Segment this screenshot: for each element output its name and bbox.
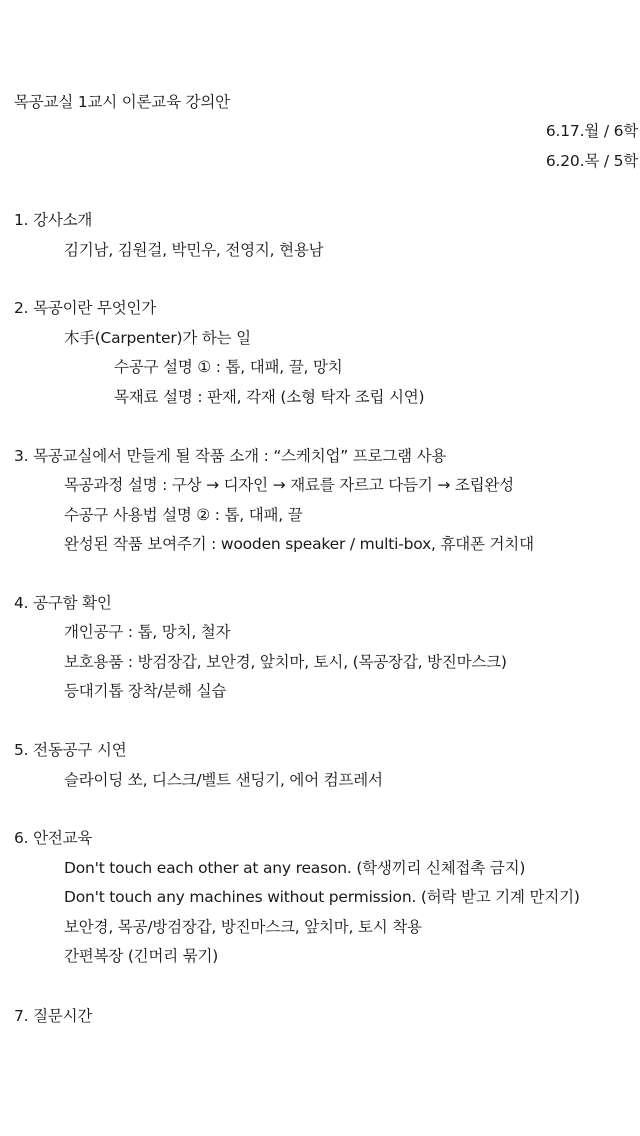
section-4-line-3: 등대기톱 장착/분해 실습 [64, 682, 227, 700]
section-3-line-2: 수공구 사용법 설명 ② : 톱, 대패, 끌 [64, 506, 303, 524]
section-2-line-3: 목재료 설명 : 판재, 각재 (소형 탁자 조립 시연) [114, 388, 425, 406]
section-6-line-3: 보안경, 목공/방검장갑, 방진마스크, 앞치마, 토시 착용 [64, 918, 422, 936]
section-3-line-1: 목공과정 설명 : 구상 → 디자인 → 재료를 자르고 다듬기 → 조립완성 [64, 476, 514, 494]
section-5-line-1: 슬라이딩 쏘, 디스크/벨트 샌딩기, 에어 컴프레서 [64, 771, 383, 789]
section-4-heading: 4. 공구함 확인 [14, 594, 112, 612]
section-5-heading: 5. 전동공구 시연 [14, 741, 127, 759]
section-6-heading: 6. 안전교육 [14, 829, 93, 847]
document-title: 목공교실 1교시 이론교육 강의안 [14, 93, 230, 111]
section-6-line-4: 간편복장 (긴머리 묶기) [64, 947, 219, 965]
section-2-heading: 2. 목공이란 무엇인가 [14, 299, 157, 317]
section-3-line-3: 완성된 작품 보여주기 : wooden speaker / multi-box, 휴대폰 거치대 [64, 535, 534, 553]
section-6-line-1: Don't touch each other at any reason. (학생끼리 신체접촉 금지) [64, 859, 526, 877]
section-3-heading: 3. 목공교실에서 만들게 될 작품 소개 : “스케치업” 프로그램 사용 [14, 447, 447, 465]
section-1-heading: 1. 강사소개 [14, 211, 93, 229]
section-4-line-2: 보호용품 : 방검장갑, 보안경, 앞치마, 토시, (목공장갑, 방진마스크) [64, 653, 507, 671]
section-2-line-2: 수공구 설명 ① : 톱, 대패, 끌, 망치 [114, 358, 343, 376]
section-1-line-1: 김기남, 김원걸, 박민우, 전영지, 현용남 [64, 241, 324, 259]
section-6-line-2: Don't touch any machines without permission. (허락 받고 기계 만지기) [64, 888, 580, 906]
section-2-line-1: 木手(Carpenter)가 하는 일 [64, 329, 251, 347]
section-7-heading: 7. 질문시간 [14, 1007, 93, 1025]
schedule-date-1: 6.17.월 / 6학 [545, 122, 638, 140]
section-4-line-1: 개인공구 : 톱, 망치, 철자 [64, 623, 231, 641]
schedule-date-2: 6.20.목 / 5학 [545, 152, 638, 170]
